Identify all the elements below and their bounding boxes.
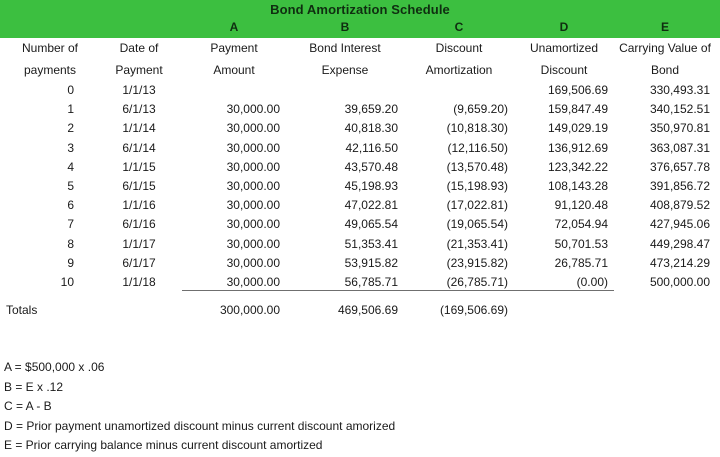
header-unamortized-discount-l2: Discount: [540, 63, 588, 77]
cell-payment-number: 0: [67, 83, 74, 97]
cell-payment-amount: 30,000.00: [226, 255, 280, 270]
cell-payment-amount: 30,000.00: [226, 121, 280, 136]
amortization-table: [0, 38, 720, 320]
cell-bond-interest-expense: 40,818.30: [344, 121, 398, 136]
cell-payment-amount: 30,000.00: [226, 198, 280, 213]
cell-payment-number: 9: [67, 255, 74, 270]
cell-discount-amortization: (26,785.71): [404, 273, 514, 291]
cell-discount-amortization: (10,818.30): [446, 121, 508, 136]
header-discount-amortization-l1: Discount: [435, 41, 483, 55]
cell-discount-amortization: (17,022.81): [446, 198, 508, 213]
column-letter-a: A: [229, 20, 239, 34]
cell-bond-interest-expense: 56,785.71: [286, 273, 404, 291]
cell-discount-amortization: (9,659.20): [453, 102, 508, 117]
cell-bond-interest-expense: 42,116.50: [345, 140, 398, 155]
cell-bond-interest-expense: 49,065.54: [344, 217, 398, 232]
cell-discount-amortization: (21,353.41): [446, 236, 508, 251]
table-row: [0, 158, 720, 177]
legend-item-d: D = Prior payment unamortized discount minus current discount amorized: [4, 418, 396, 433]
cell-payment-date: 6/1/17: [122, 255, 156, 270]
cell-bond-interest-expense: 39,659.20: [344, 102, 398, 117]
cell-payment-date: 1/1/17: [122, 236, 156, 251]
cell-discount-amortization: (13,570.48): [446, 159, 508, 174]
cell-carrying-value: 340,152.51: [649, 102, 710, 117]
table-row: [0, 139, 720, 158]
column-letter-d: D: [559, 20, 569, 34]
cell-carrying-value: 427,945.06: [649, 217, 710, 232]
cell-bond-interest-expense: 45,198.93: [344, 178, 398, 193]
column-letter-b: B: [340, 20, 350, 34]
header-unamortized-discount-l1: Unamortized: [529, 41, 599, 55]
cell-payment-date: 6/1/15: [122, 178, 156, 193]
table-header-line2: [0, 59, 720, 81]
cell-unamortized-discount: (0.00): [514, 273, 614, 291]
cell-payment-date: 6/1/14: [122, 140, 156, 155]
cell-payment-amount: 30,000.00: [226, 236, 280, 251]
cell-bond-interest-expense: 53,915.82: [344, 255, 398, 270]
cell-payment-number: 8: [67, 236, 74, 251]
cell-payment-amount: 30,000.00: [226, 217, 280, 232]
cell-unamortized-discount: 159,847.49: [547, 102, 608, 117]
cell-payment-number: 3: [67, 140, 74, 155]
cell-unamortized-discount: 149,029.19: [547, 121, 608, 136]
cell-payment-number: 5: [67, 178, 74, 193]
header-carrying-value-l1: Carrying Value of: [619, 41, 711, 55]
cell-payment-number: 4: [67, 159, 74, 174]
cell-carrying-value: 473,214.29: [649, 255, 710, 270]
header-date-of-payment-l2: Payment: [115, 63, 163, 77]
header-number-of-payments-l2: payments: [23, 63, 77, 77]
cell-payment-date: 1/1/16: [122, 198, 156, 213]
totals-label: Totals: [6, 303, 38, 318]
legend-item-a: A = $500,000 x .06: [4, 360, 105, 374]
totals-payment-amount: 300,000.00: [219, 303, 280, 318]
cell-payment-date: 1/1/15: [122, 159, 156, 174]
cell-carrying-value: 363,087.31: [649, 140, 710, 155]
table-row: [0, 119, 720, 138]
formula-legend: [4, 358, 716, 456]
legend-item-b: B = E x .12: [4, 379, 64, 394]
table-row: [0, 215, 720, 234]
column-letter-c: C: [454, 20, 464, 34]
cell-unamortized-discount: 50,701.53: [554, 236, 608, 251]
header-banner: [0, 0, 720, 38]
totals-row: [0, 300, 720, 320]
table-row: [0, 81, 720, 100]
cell-payment-number: 7: [67, 217, 74, 232]
column-letter-row: [0, 20, 720, 38]
cell-payment-date: 1/1/14: [122, 121, 156, 136]
cell-payment-date: 1/1/13: [122, 83, 156, 97]
legend-item-c: C = A - B: [4, 399, 52, 413]
cell-unamortized-discount: 26,785.71: [554, 255, 608, 270]
cell-discount-amortization: (19,065.54): [446, 217, 508, 232]
table-row: [0, 177, 720, 196]
page-title: Bond Amortization Schedule: [270, 2, 450, 17]
cell-unamortized-discount: 91,120.48: [554, 198, 608, 213]
cell-payment-number: 6: [67, 198, 74, 213]
cell-discount-amortization: (12,116.50): [447, 140, 508, 155]
header-discount-amortization-l2: Amortization: [425, 63, 493, 77]
table-row: [0, 254, 720, 273]
cell-payment-number: 10: [60, 274, 74, 289]
header-number-of-payments-l1: Number of: [21, 41, 79, 55]
cell-unamortized-discount: 72,054.94: [554, 217, 608, 232]
cell-payment-amount: 30,000.00: [226, 140, 280, 155]
cell-payment-date: 1/1/18: [122, 274, 156, 289]
cell-bond-interest-expense: 51,353.41: [344, 236, 398, 251]
cell-unamortized-discount: 123,342.22: [547, 159, 608, 174]
legend-item-e: E = Prior carrying balance minus current discount amortized: [4, 438, 323, 452]
cell-carrying-value: 330,493.31: [649, 83, 710, 97]
totals-bond-interest-expense: 469,506.69: [337, 303, 398, 318]
table-header-line1: [0, 38, 720, 59]
table-row: [0, 273, 720, 292]
cell-bond-interest-expense: 43,570.48: [344, 159, 398, 174]
column-letter-e: E: [660, 20, 669, 34]
cell-discount-amortization: (23,915.82): [446, 255, 508, 270]
table-row: [0, 100, 720, 119]
cell-payment-amount: 30,000.00: [226, 178, 280, 193]
header-payment-amount-l1: Payment: [210, 41, 258, 55]
cell-payment-number: 1: [67, 102, 74, 117]
cell-unamortized-discount: 136,912.69: [547, 140, 608, 155]
cell-unamortized-discount: 108,143.28: [547, 178, 608, 193]
cell-payment-amount: 30,000.00: [226, 102, 280, 117]
cell-payment-number: 2: [67, 121, 74, 136]
cell-payment-date: 6/1/13: [122, 102, 156, 117]
header-payment-amount-l2: Amount: [213, 63, 255, 77]
cell-unamortized-discount: 169,506.69: [547, 83, 608, 97]
cell-payment-date: 6/1/16: [122, 217, 156, 232]
table-row: [0, 235, 720, 254]
cell-carrying-value: 449,298.47: [649, 236, 710, 251]
table-row: [0, 196, 720, 215]
cell-carrying-value: 350,970.81: [649, 121, 710, 136]
header-bond-interest-expense-l1: Bond Interest: [309, 41, 381, 55]
cell-carrying-value: 408,879.52: [649, 198, 710, 213]
cell-bond-interest-expense: 47,022.81: [344, 198, 398, 213]
cell-carrying-value: 376,657.78: [649, 159, 710, 174]
header-carrying-value-l2: Bond: [650, 63, 680, 77]
totals-discount-amortization: (169,506.69): [439, 303, 508, 318]
cell-carrying-value: 500,000.00: [649, 274, 710, 289]
header-bond-interest-expense-l2: Expense: [321, 63, 369, 77]
header-date-of-payment-l1: Date of: [119, 41, 159, 55]
cell-payment-amount: 30,000.00: [226, 159, 280, 174]
cell-discount-amortization: (15,198.93): [446, 178, 508, 193]
cell-carrying-value: 391,856.72: [649, 178, 710, 193]
cell-payment-amount: 30,000.00: [182, 273, 286, 291]
